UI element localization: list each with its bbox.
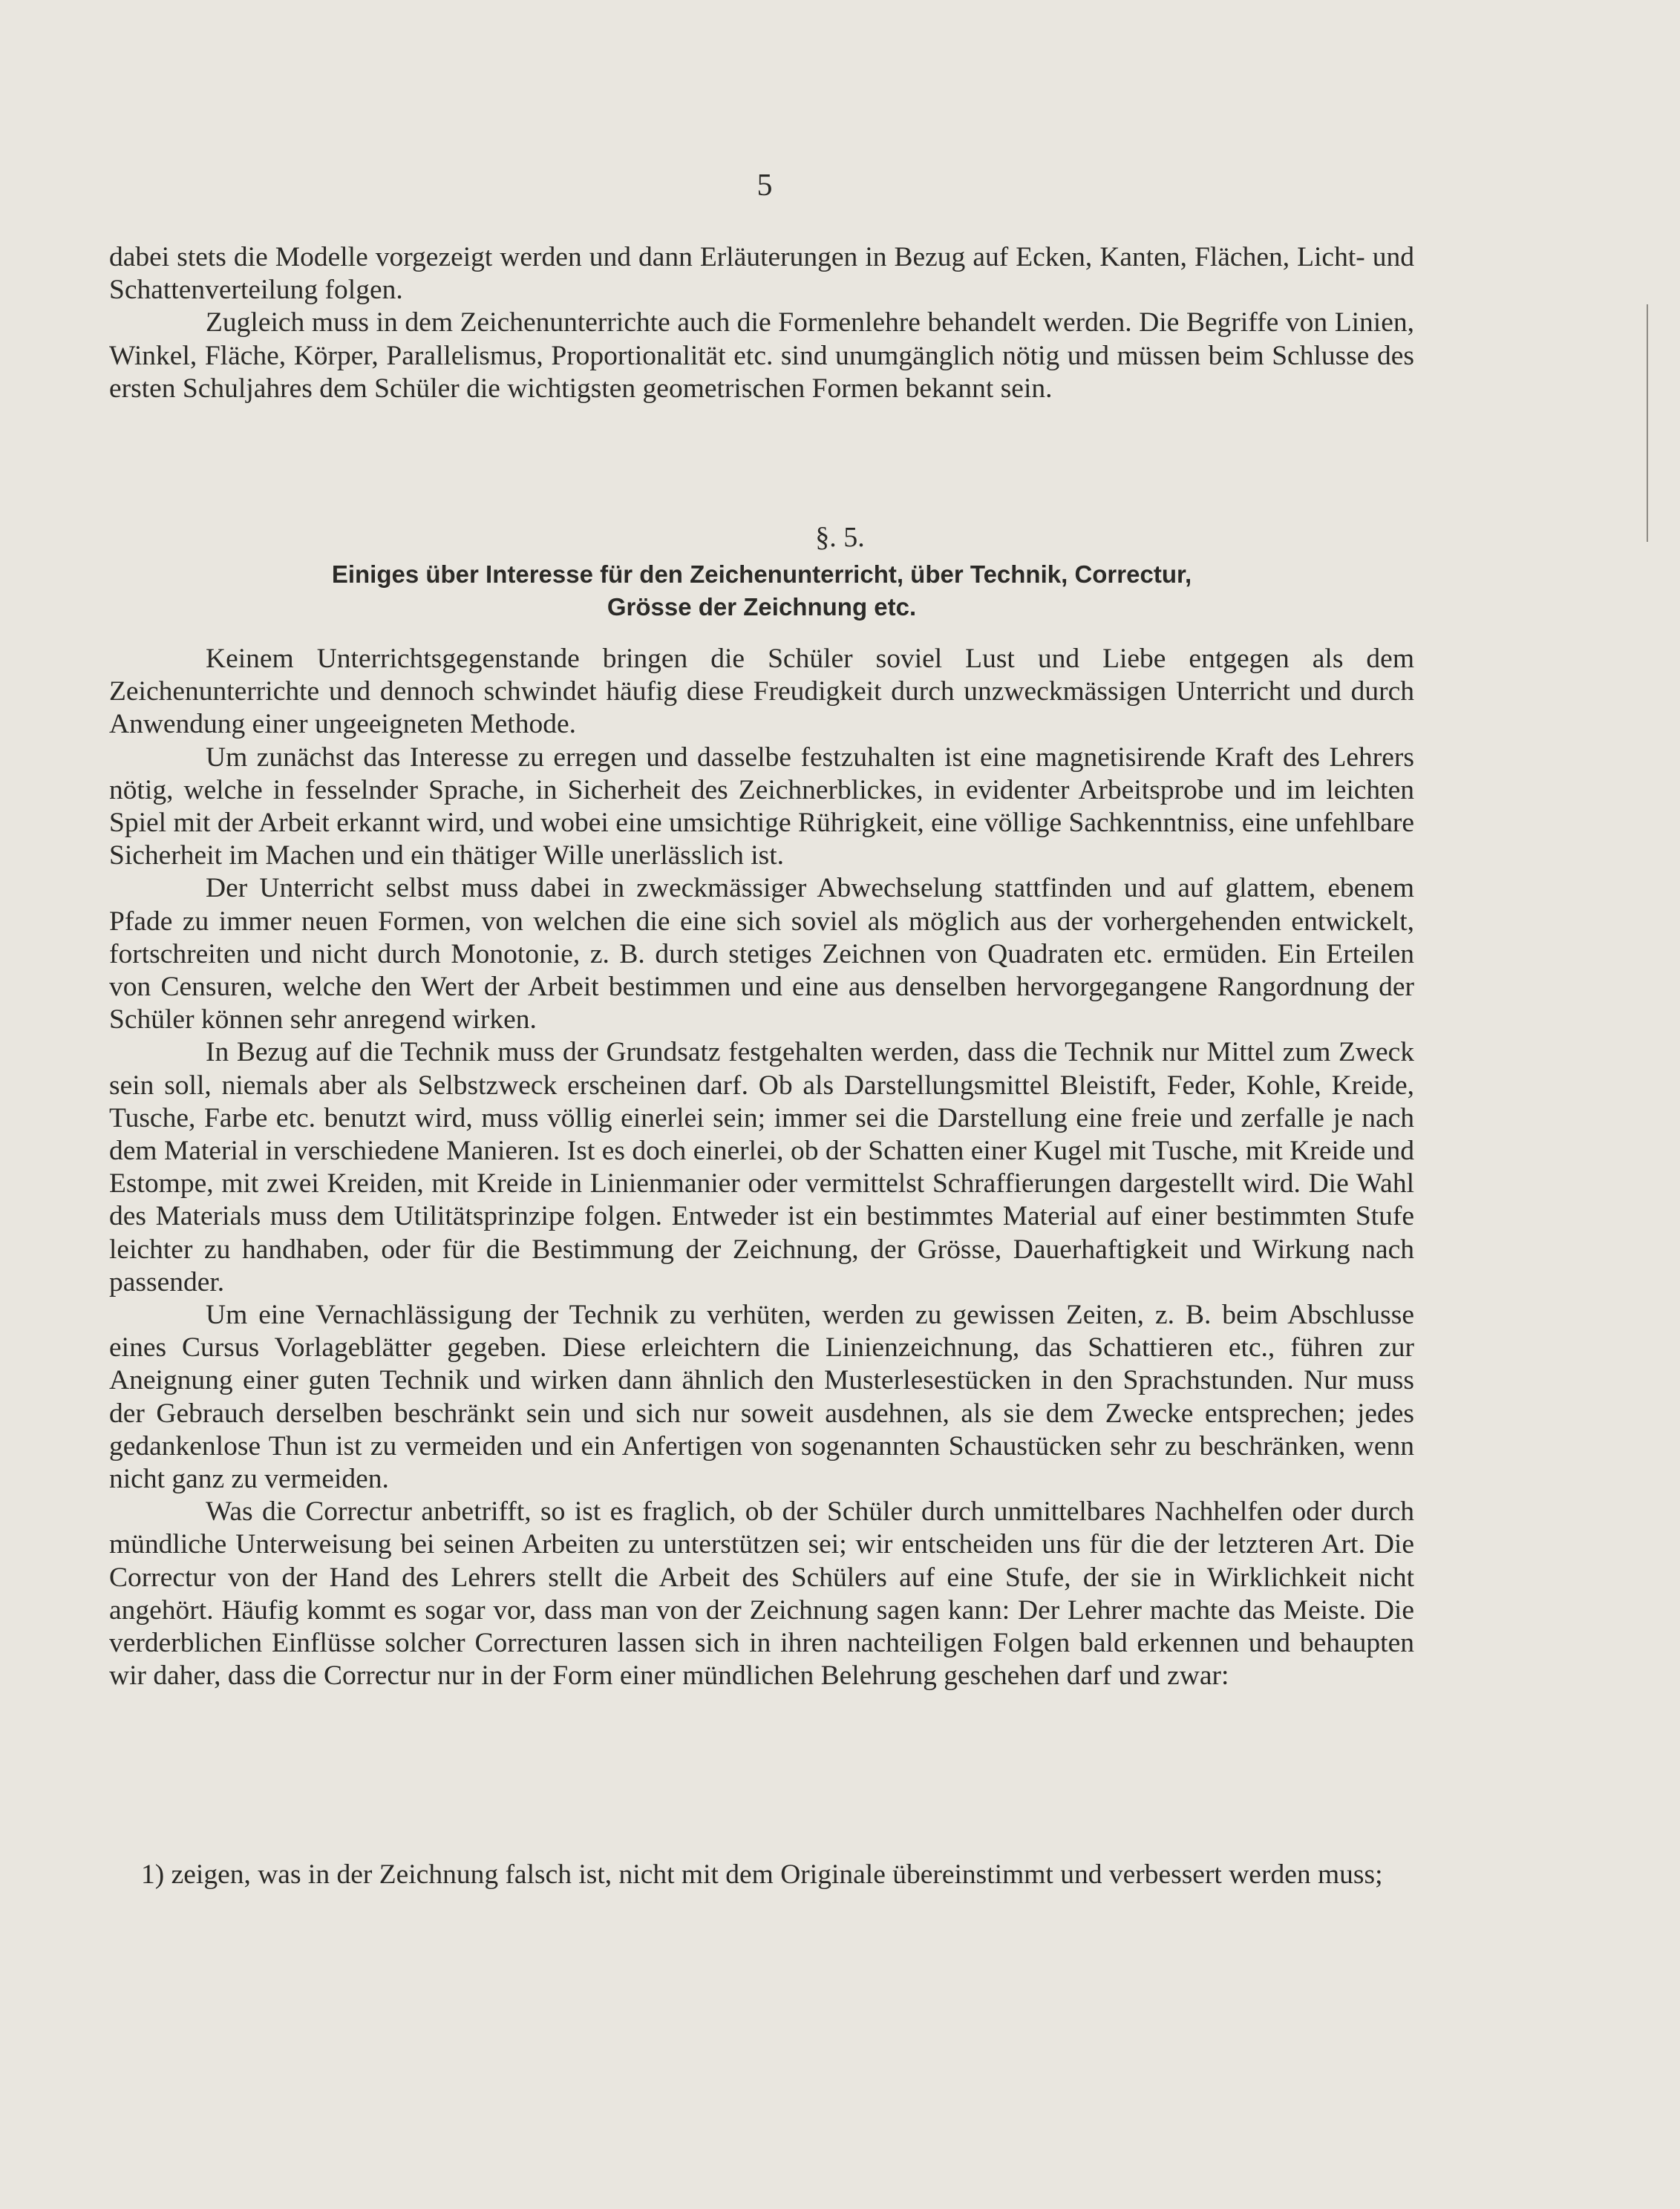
section-heading-line-2: Grösse der Zeichnung etc.	[607, 593, 917, 621]
body-paragraph-2: Um zunächst das Interesse zu erregen und dasselbe festzuhalten ist eine magnetisirende Kraft des Lehrers nötig, welche in fesselnder Sprache, in Sicherheit des Zeichnerblickes, in evidenter Arbeitsprobe und im leichten Spiel mit der Arbeit erkannt wird, und wobei eine umsichtige Rührigkeit, eine völlige Sachkenntniss, eine unfehlbare Sicherheit im Machen und ein thätiger Wille unerlässlich ist.	[109, 742, 1414, 871]
body-text	[109, 643, 1414, 1693]
intro-paragraph-2: Zugleich muss in dem Zeichenunterrichte auch die Formenlehre behandelt werden. Die Begriffe von Linien, Winkel, Fläche, Körper, Parallelismus, Proportionalität etc. sind unumgänglich nötig und müssen beim Schlusse des ersten Schuljahres dem Schüler die wichtigsten geometrischen Formen bekannt sein.	[109, 307, 1414, 404]
body-paragraph-6: Was die Correctur anbetrifft, so ist es fraglich, ob der Schüler durch unmittelbares Nachhelfen oder durch mündliche Unterweisung bei seinen Arbeiten zu unterstützen sei; wir entscheiden uns für die der letzteren Art. Die Correctur von der Hand des Lehrers stellt die Arbeit des Schülers auf eine Stufe, der sie in Wirklichkeit nicht angehört. Häufig kommt es sogar vor, dass man von der Zeichnung sagen kann: Der Lehrer machte das Meiste. Die verderblichen Einflüsse solcher Correcturen lassen sich in ihren nachteiligen Folgen bald erkennen und behaupten wir daher, dass die Correctur nur in der Form einer mündlichen Belehrung geschehen darf und zwar:	[109, 1496, 1414, 1692]
body-paragraph-4: In Bezug auf die Technik muss der Grundsatz festgehalten werden, dass die Technik nur Mittel zum Zweck sein soll, niemals aber als Selbstzweck erscheinen darf. Ob als Darstellungsmittel Bleistift, Feder, Kohle, Kreide, Tusche, Farbe etc. benutzt wird, muss völlig einerlei sein; immer sei die Darstellung eine freie und zerfalle je nach dem Material in verschiedene Manieren. Ist es doch einerlei, ob der Schatten einer Kugel mit Tusche, mit Kreide und Estompe, mit zwei Kreiden, mit Kreide in Linienmanier oder vermittelst Schraffierungen dargestellt wird. Die Wahl des Materials muss dem Utilitätsprinzipe folgen. Entweder ist ein bestimmtes Material auf einer bestimmten Stufe leichter zu handhaben, oder für die Bestimmung der Zeichnung, der Grösse, Dauerhaftigkeit und Wirkung nach passender.	[109, 1037, 1414, 1297]
intro-paragraph-1: dabei stets die Modelle vorgezeigt werden und dann Erläuterungen in Bezug auf Ecken, Kanten, Flächen, Licht- und Schattenverteilung folgen.	[109, 242, 1414, 306]
body-paragraph-3: Der Unterricht selbst muss dabei in zweckmässiger Abwechselung stattfinden und auf glattem, ebenem Pfade zu immer neuen Formen, von welchen die eine sich soviel als möglich aus der vorhergehenden entwickelt, fortschreiten und nicht durch Monotonie, z. B. durch stetiges Zeichnen von Quadraten etc. ermüden. Ein Erteilen von Censuren, welche den Wert der Arbeit bestimmen und eine aus denselben hervorgegangene Rangordnung der Schüler können sehr anregend wirken.	[109, 873, 1414, 1035]
page-number: 5	[756, 168, 773, 203]
intro-text	[109, 241, 1414, 405]
body-paragraph-1: Keinem Unterrichtsgegenstande bringen die Schüler soviel Lust und Liebe entgegen als dem Zeichenunterrichte und dennoch schwindet häufig diese Freudigkeit durch unzweckmässigen Unterricht und durch Anwendung einer ungeeigneten Methode.	[109, 644, 1414, 740]
section-heading-line-1: Einiges über Interesse für den Zeichenunterricht, über Technik, Correctur,	[331, 560, 1192, 588]
margin-rule	[1647, 304, 1648, 542]
section-heading	[109, 558, 1414, 624]
section-number: §. 5.	[815, 522, 865, 553]
list-item-1: 1) zeigen, was in der Zeichnung falsch ist, nicht mit dem Originale übereinstimmt und verbessert werden muss;	[141, 1859, 1383, 1890]
body-paragraph-5: Um eine Vernachlässigung der Technik zu verhüten, werden zu gewissen Zeiten, z. B. beim Abschlusse eines Cursus Vorlageblätter gegeben. Diese erleichtern die Linienzeichnung, das Schattieren etc., führen zur Aneignung einer guten Technik und wirken dann ähnlich den Musterlesestücken in den Sprachstunden. Nur muss der Gebrauch derselben beschränkt sein und sich nur soweit ausdehnen, als sie dem Zwecke entsprechen; jedes gedankenlose Thun ist zu vermeiden und ein Anfertigen von sogenannten Schaustücken sehr zu beschränken, wenn nicht ganz zu vermeiden.	[109, 1300, 1414, 1495]
